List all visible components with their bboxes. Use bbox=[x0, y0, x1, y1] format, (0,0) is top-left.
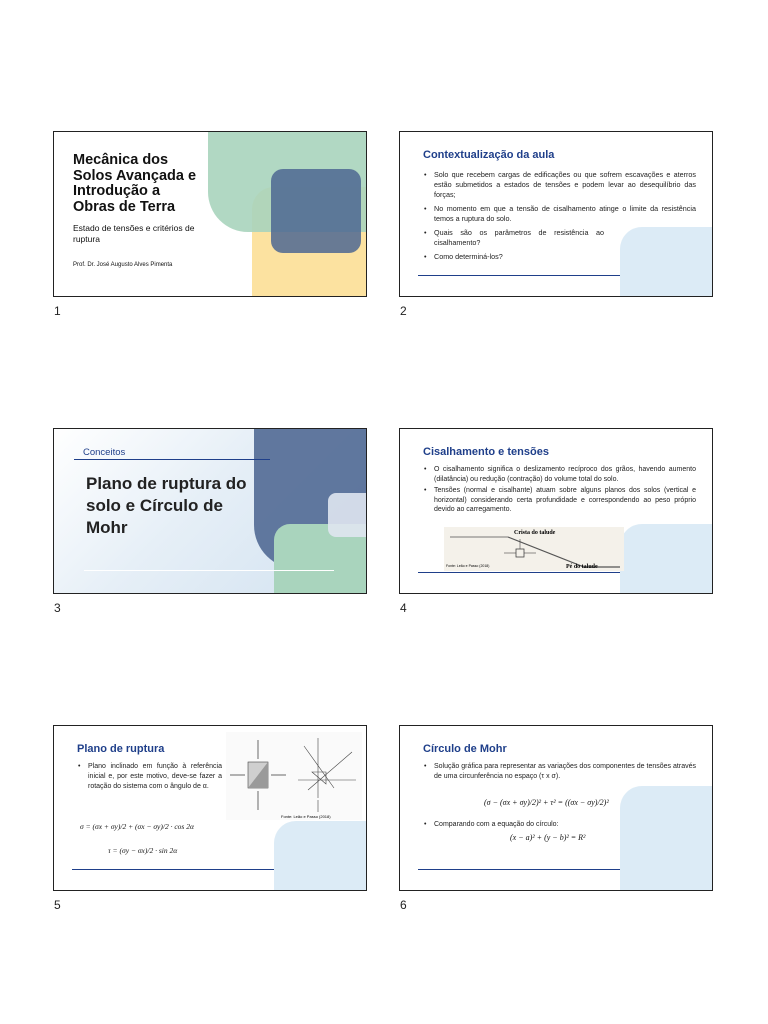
slide-title: Plano de ruptura do solo e Círculo de Mohr bbox=[86, 474, 247, 537]
bullet-item: • Plano inclinado em função à referência inicial e, por este motivo, deve-se fazer a rotação do sistema com o ângulo de α. bbox=[76, 762, 222, 792]
light-blue-panel bbox=[620, 786, 713, 891]
slide-3 bbox=[53, 428, 367, 594]
bullet-list bbox=[422, 762, 696, 786]
bullet-list bbox=[422, 170, 696, 266]
navy-block bbox=[271, 169, 361, 253]
bullet-list bbox=[422, 820, 696, 834]
page-number: 4 bbox=[400, 601, 407, 615]
slide-4 bbox=[399, 428, 713, 594]
slide-1 bbox=[53, 131, 367, 297]
formula-mohr: (σ − (σx + σy)/2)² + τ² = ((σx − σy)/2)² bbox=[484, 798, 609, 807]
formula-circle: (x − a)² + (y − b)² = R² bbox=[510, 833, 586, 842]
page-number: 3 bbox=[54, 601, 61, 615]
divider-line bbox=[84, 570, 334, 571]
light-blue-panel bbox=[620, 524, 713, 594]
formula-sigma: σ = (σx + σy)/2 + (σx − σy)/2 · cos 2α bbox=[80, 822, 194, 831]
page-number: 5 bbox=[54, 898, 61, 912]
bullet-item: • Tensões (normal e cisalhante) atuam sobre alguns planos dos solos (vertical e horizontal) considerando certa profundidade e correspondendo ao peso próprio devido ao carregamento. bbox=[422, 486, 696, 515]
crest-label: Crista do talude bbox=[514, 530, 556, 536]
slide-5 bbox=[53, 725, 367, 891]
slide-subtitle: Estado de tensões e critérios de ruptura bbox=[73, 223, 195, 244]
divider-line bbox=[418, 869, 620, 870]
light-block bbox=[328, 493, 367, 537]
bullet-item: • Solo que recebem cargas de edificações ou que sofrem escavações e aterros estão submetidos a estados de tensões e podem levar ao desequilíbrio das forças; bbox=[422, 170, 696, 200]
bullet-item: • Solução gráfica para representar as variações dos componentes de tensões através de uma circunferência no espaço (τ x σ). bbox=[422, 762, 696, 782]
divider-line bbox=[72, 869, 274, 870]
light-blue-panel bbox=[274, 821, 367, 891]
stress-element-figure bbox=[226, 732, 362, 820]
bullet-item: • No momento em que a tensão de cisalhamento atinge o limite da resistência temos a ruptura do solo. bbox=[422, 204, 696, 224]
section-underline bbox=[74, 459, 270, 460]
toe-label: Pé do talude bbox=[566, 564, 598, 570]
slide-author: Prof. Dr. José Augusto Alves Pimenta bbox=[73, 262, 173, 268]
section-label: Conceitos bbox=[83, 447, 126, 458]
figure-credit: Fonte: Leão e Passo (2018) bbox=[281, 814, 331, 819]
bullet-list bbox=[76, 762, 222, 796]
formula-tau: τ = (σy − σx)/2 · sin 2α bbox=[108, 846, 178, 855]
divider-line bbox=[418, 275, 620, 276]
page-number: 2 bbox=[400, 304, 407, 318]
page-number: 1 bbox=[54, 304, 61, 318]
divider-line bbox=[418, 572, 620, 573]
slide-title: Cisalhamento e tensões bbox=[423, 446, 549, 458]
bullet-list bbox=[422, 465, 696, 519]
slide-2 bbox=[399, 131, 713, 297]
bullet-item: • Comparando com a equação do círculo: bbox=[422, 820, 696, 830]
slide-title: Plano de ruptura bbox=[77, 743, 165, 755]
slide-6 bbox=[399, 725, 713, 891]
slope-figure bbox=[444, 527, 624, 571]
slide-title: Mecânica dos Solos Avançada e Introdução a Obras de Terra bbox=[73, 152, 197, 215]
slide-title: Contextualização da aula bbox=[423, 149, 555, 161]
page-number: 6 bbox=[400, 898, 407, 912]
figure-credit: Fonte: Leão e Passo (2018) bbox=[446, 564, 490, 568]
slide-title: Círculo de Mohr bbox=[423, 743, 507, 755]
bullet-item: • Como determiná-los? bbox=[422, 252, 696, 262]
bullet-item: • Quais são os parâmetros de resistência ao cisalhamento? bbox=[422, 228, 604, 248]
bullet-item: • O cisalhamento significa o deslizamento recíproco dos grãos, havendo aumento (dilatância) ou redução (contração) do volume total do solo. bbox=[422, 465, 696, 484]
